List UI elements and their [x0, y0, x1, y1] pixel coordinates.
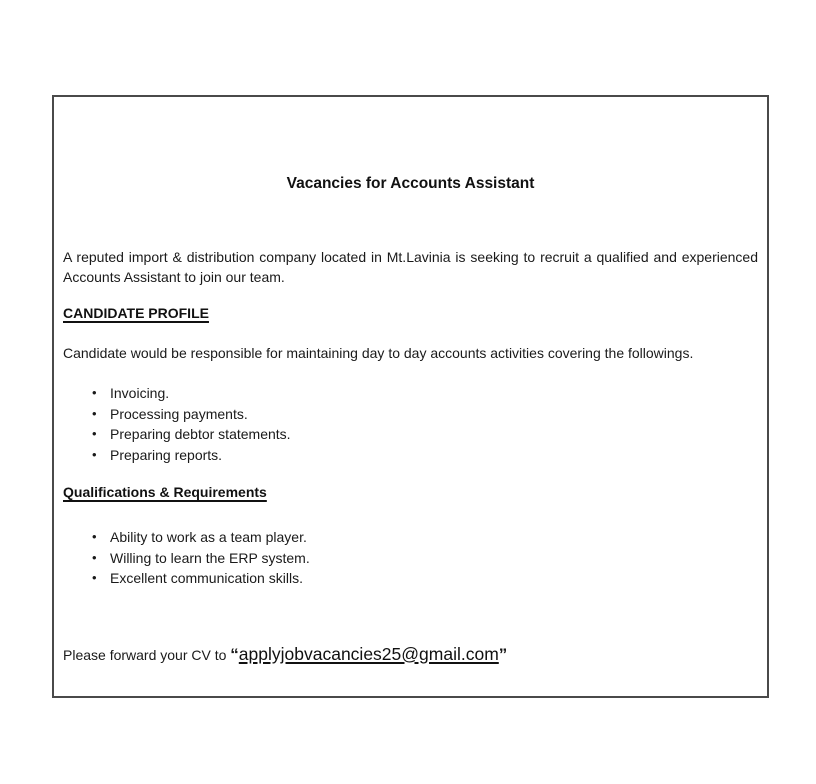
cv-instruction-prefix: Please forward your CV to: [63, 646, 231, 663]
section-heading-qualifications: Qualifications & Requirements: [63, 484, 267, 500]
intro-paragraph: A reputed import & distribution company located in Mt.Lavinia is seeking to recruit a qualified and experienced Accounts Assistant to join our team.: [63, 249, 758, 285]
cv-instruction-line: [63, 642, 758, 667]
bullet-icon: •: [92, 446, 97, 462]
close-quote: ”: [498, 644, 508, 664]
bullet-icon: •: [92, 426, 97, 441]
list-item-text: Processing payments.: [110, 405, 248, 422]
responsibilities-list: [63, 383, 758, 465]
document-title: Vacancies for Accounts Assistant: [286, 175, 535, 192]
bullet-icon: •: [92, 405, 97, 421]
bullet-icon: •: [92, 549, 97, 565]
list-item-text: Preparing reports.: [110, 446, 223, 463]
list-item: [92, 445, 758, 466]
list-item: [92, 527, 758, 548]
list-item-text: Ability to work as a team player.: [110, 529, 307, 545]
list-item: [92, 383, 758, 404]
bullet-icon: •: [92, 570, 97, 585]
list-item-text: Willing to learn the ERP system.: [110, 549, 310, 566]
email-link[interactable]: applyjobvacancies25@gmail.com: [238, 643, 499, 664]
vacancy-notice-box: [52, 95, 769, 698]
list-item-text: Excellent communication skills.: [110, 570, 303, 586]
list-item: [92, 548, 758, 569]
list-item: [92, 404, 758, 425]
list-item: [92, 424, 758, 445]
bullet-icon: •: [92, 385, 97, 400]
list-item-text: Invoicing.: [110, 385, 170, 401]
list-item-text: Preparing debtor statements.: [110, 426, 291, 442]
list-item: [92, 568, 758, 589]
open-quote: “: [230, 644, 239, 664]
candidate-profile-description: Candidate would be responsible for maintaining day to day accounts activities covering the followings.: [63, 345, 694, 361]
qualifications-list: [63, 527, 758, 589]
bullet-icon: •: [92, 529, 97, 544]
section-heading-candidate-profile: CANDIDATE PROFILE: [63, 305, 209, 321]
